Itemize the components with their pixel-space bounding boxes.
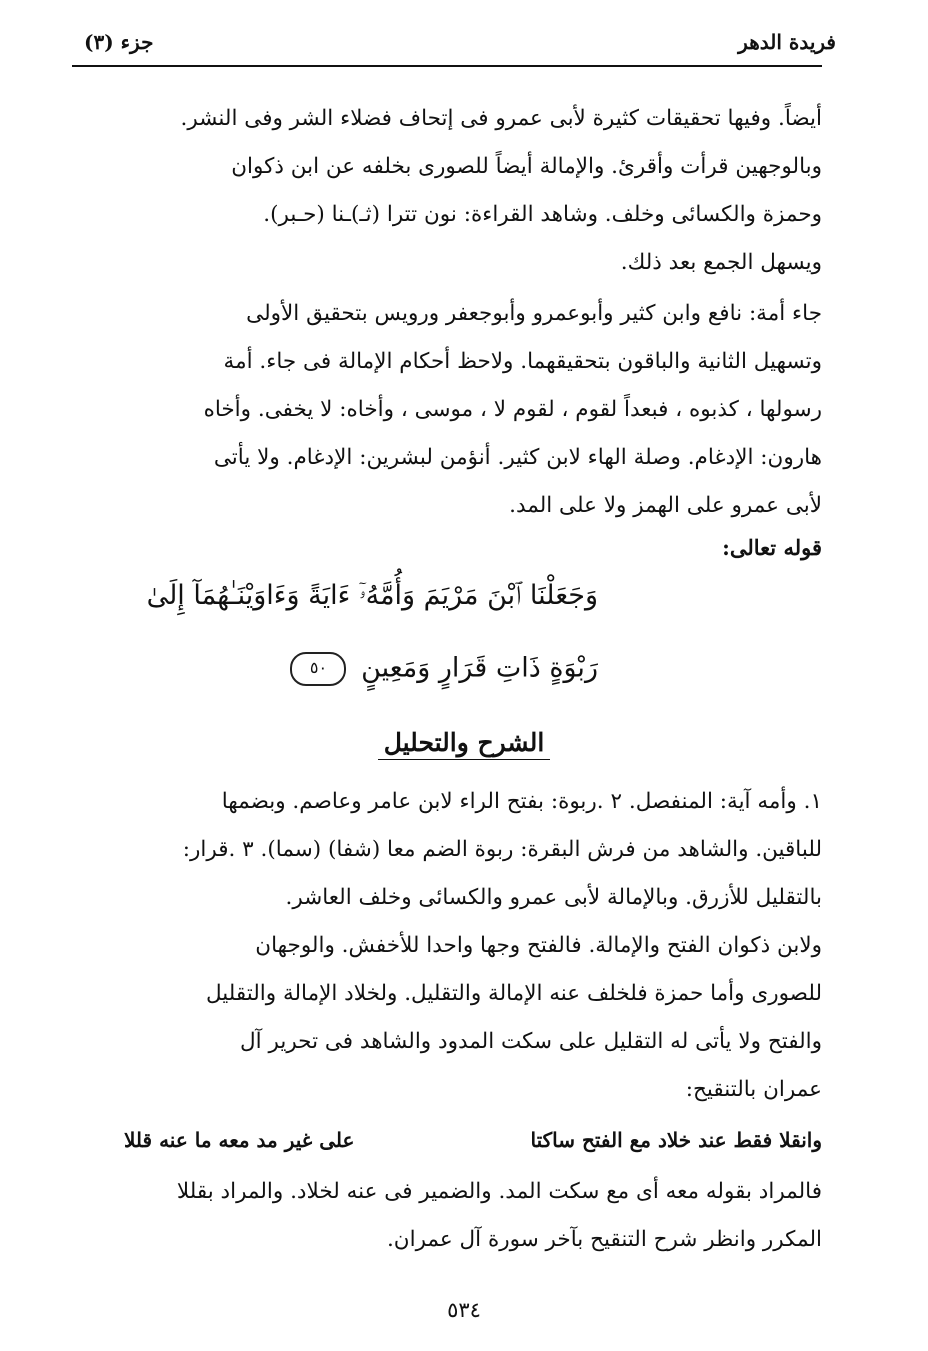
poem-hemistich-2: على غير مد معه ما عنه قللا [124, 1128, 355, 1152]
verse-intro: قوله تعالى: [722, 535, 822, 560]
text-line: بالتقليل للأزرق. وبالإمالة لأبى عمرو والكسائى وخلف العاشر. [285, 885, 822, 910]
quran-verse-line-2 [309, 652, 598, 686]
quran-verse-text: رَبْوَةٍ ذَاتِ قَرَارٍ وَمَعِينٍ [361, 652, 598, 684]
book-title: فريدة الدهر [738, 30, 836, 54]
part-number: جزء (٣) [84, 30, 154, 54]
text-line: للباقين. والشاهد من فرش البقرة: ربوة الضم معا (شفا) (سما). ٣ .قرار: [182, 837, 822, 862]
ayah-number-badge: ٥٠ [290, 652, 346, 686]
text-line: لأبى عمرو على الهمز ولا على المد. [509, 493, 822, 518]
text-line: وبالوجهين قرأت وأقرئ. والإمالة أيضاً للصورى بخلفه عن ابن ذكوان [231, 154, 822, 179]
text-line: رسولها ، كذبوه ، فبعداً لقوم ، لقوم لا ، موسى ، وأخاه: لا يخفى. وأخاه [203, 397, 822, 422]
text-line: عمران بالتنقيح: [685, 1077, 822, 1102]
paragraph-2 [84, 290, 822, 530]
text-line: فالمراد بقوله معه أى مع سكت المد. والضمير فى عنه لخلاد. والمراد بقللا [176, 1179, 822, 1204]
poem-hemistich-1: وانقلا فقط عند خلاد مع الفتح ساكتا [530, 1128, 822, 1152]
text-line: وتسهيل الثانية والباقون بتحقيقهما. ولاحظ أحكام الإمالة فى جاء. أمة [223, 349, 822, 374]
text-line: ١. وأمه آية: المنفصل. ٢ .ربوة: بفتح الراء لابن عامر وعاصم. وبضمها [221, 789, 822, 814]
paragraph-4 [84, 1168, 822, 1264]
section-title [0, 728, 928, 757]
text-line: هارون: الإدغام. وصلة الهاء لابن كثير. أنؤمن لبشرين: الإدغام. ولا يأتى [213, 445, 822, 470]
text-line: أيضاً. وفيها تحقيقات كثيرة لأبى عمرو فى إتحاف فضلاء الشر وفى النشر. [180, 106, 822, 131]
page-number: ٥٣٤ [447, 1298, 481, 1322]
paragraph-1 [84, 95, 822, 287]
text-line: ولابن ذكوان الفتح والإمالة. فالفتح وجها واحدا للأخفش. والوجهان [255, 933, 822, 958]
poem-verse [84, 1122, 822, 1166]
text-line: المكرر وانظر شرح التنقيح بآخر سورة آل عمران. [386, 1227, 822, 1252]
section-title-text: الشرح والتحليل [378, 728, 551, 760]
text-line: وحمزة والكسائى وخلف. وشاهد القراءة: نون تترا (ثـ)ـنا (حـبر). [263, 202, 822, 227]
header-rule [72, 65, 822, 67]
text-line: والفتح ولا يأتى له التقليل على سكت المدود والشاهد فى تحرير آل [240, 1029, 822, 1054]
quran-verse-line-1: وَجَعَلْنَا ٱبْنَ مَرْيَمَ وَأُمَّهُۥٓ ءَايَةً وَءَاوَيْنَـٰهُمَآ إِلَىٰ [146, 580, 598, 611]
text-line: للصورى وأما حمزة فلخلف عنه الإمالة والتقليل. ولخلاد الإمالة والتقليل [205, 981, 822, 1006]
text-line: جاء أمة: نافع وابن كثير وأبوعمرو وأبوجعفر ورويس بتحقيق الأولى [246, 301, 822, 326]
paragraph-3 [84, 778, 822, 1114]
text-line: ويسهل الجمع بعد ذلك. [620, 250, 822, 275]
